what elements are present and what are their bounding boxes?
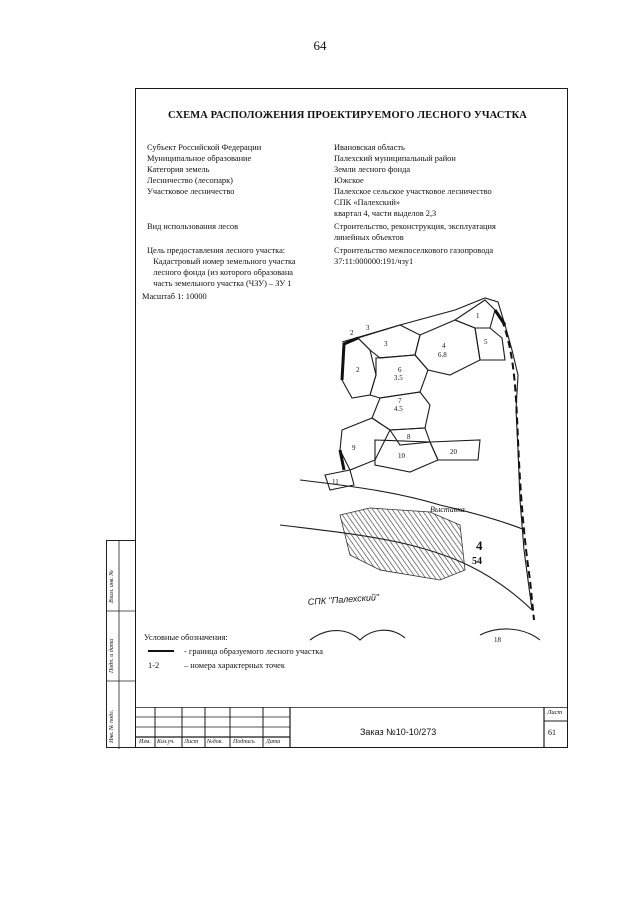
legend-item-boundary: - граница образуемого лесного участка <box>184 647 323 656</box>
field-value-district-forestry-1: Палехское сельское участковое лесничество <box>334 187 492 196</box>
plot-area-6: 3.5 <box>394 374 403 382</box>
field-label-municipality: Муниципальное образование <box>147 154 252 163</box>
plot-area-7: 4.5 <box>394 405 403 413</box>
side-label-signature-date: Подп. и дата <box>109 638 115 673</box>
plot-label-5: 5 <box>484 338 488 346</box>
sheet-label: Лист <box>547 709 563 716</box>
stamp-col-change: Изм. <box>139 739 151 745</box>
field-value-district-forestry-2: СПК «Палехский» <box>334 198 401 207</box>
field-label-forestry: Лесничество (лесопарк) <box>147 176 233 185</box>
plot-11-outline <box>325 470 354 490</box>
field-value-use-type-2: линейных объектов <box>334 233 404 242</box>
legend-line-symbol <box>148 648 176 654</box>
field-label-purpose-2: Кадастровый номер земельного участка <box>147 257 296 266</box>
sheet-number: 61 <box>548 728 556 737</box>
side-label-replace-inv: Взам. инв. № <box>109 569 115 603</box>
stamp-col-doc: №док. <box>207 739 223 745</box>
point-label-2: 2 <box>350 329 354 337</box>
quarter-area: 54 <box>472 556 482 567</box>
field-label-district-forestry: Участковое лесничество <box>147 187 235 196</box>
plot-9-outline <box>340 418 390 470</box>
field-label-purpose-3: лесного фонда (из которого образована <box>147 268 294 277</box>
plot-label-6: 6 <box>398 366 402 374</box>
field-value-purpose-1: Строительство межпоселкового газопровода <box>334 246 494 255</box>
order-number: Заказ №10-10/273 <box>360 727 437 737</box>
legend-heading: Условные обозначения: <box>144 633 228 642</box>
field-value-cadastral-number: 37:11:000000:191/чзу1 <box>334 257 414 266</box>
field-value-forestry: Южское <box>334 176 364 185</box>
side-label-inv-original: Инв. № подл. <box>109 709 115 743</box>
forest-plot-map <box>280 280 570 660</box>
plot-label-4: 4 <box>442 342 446 350</box>
plot-label-18: 18 <box>494 636 501 644</box>
label-vystavka: Выставка <box>430 505 465 514</box>
stamp-col-signature: Подпись <box>233 739 255 745</box>
stamp-col-count: Кол.уч. <box>157 739 175 745</box>
plot-label-10: 10 <box>398 452 405 460</box>
plot-label-9: 9 <box>352 444 356 452</box>
field-value-subject: Ивановская область <box>334 143 405 152</box>
stamp-col-sheet: Лист <box>184 739 199 745</box>
label-spk: СПК "Палехский" <box>307 592 380 607</box>
dashed-boundary <box>502 320 534 620</box>
field-value-district-forestry-3: квартал 4, части выделов 2,3 <box>334 209 437 218</box>
plot-5-outline <box>475 328 505 360</box>
field-value-use-type-1: Строительство, реконструкция, эксплуатация <box>334 222 496 231</box>
legend-symbol-points: 1-2 <box>148 661 160 670</box>
point-label-1: 1 <box>342 354 346 362</box>
quarter-number: 4 <box>476 538 483 553</box>
plot-label-1: 1 <box>476 312 480 320</box>
hatched-area <box>340 508 465 580</box>
plot-area-4: 6.8 <box>438 351 447 359</box>
document-title: СХЕМА РАСПОЛОЖЕНИЯ ПРОЕКТИРУЕМОГО ЛЕСНОГО УЧАСТКА <box>168 110 527 121</box>
plot-label-20: 20 <box>450 448 457 456</box>
plot-1-outline <box>455 300 495 328</box>
plot-lower-left <box>310 630 405 640</box>
field-label-purpose-4: часть земельного участка (ЧЗУ) – ЗУ 1 <box>147 279 292 288</box>
legend-item-points: – номера характерных точек <box>184 661 285 670</box>
field-label-subject: Субъект Российской Федерации <box>147 143 262 152</box>
plot-label-11: 11 <box>332 478 339 486</box>
plot-label-8: 8 <box>407 433 411 441</box>
field-label-use-type: Вид использования лесов <box>147 222 239 231</box>
field-value-municipality: Палехский муниципальный район <box>334 154 456 163</box>
plot-lower-right <box>480 629 540 640</box>
title-block <box>135 707 568 748</box>
stamp-col-date: Дата <box>266 739 281 745</box>
side-stamp <box>106 540 135 748</box>
field-value-land-category: Земли лесного фонда <box>334 165 411 174</box>
map-scale: Масштаб 1: 10000 <box>142 292 207 301</box>
plot-label-2: 2 <box>356 366 360 374</box>
plot-label-7: 7 <box>398 397 402 405</box>
field-label-purpose-1: Цель предоставления лесного участка: <box>147 246 286 255</box>
plot-label-3: 3 <box>384 340 388 348</box>
field-label-land-category: Категория земель <box>147 165 210 174</box>
page-number: 64 <box>313 38 327 53</box>
point-label-3: 3 <box>366 324 370 332</box>
